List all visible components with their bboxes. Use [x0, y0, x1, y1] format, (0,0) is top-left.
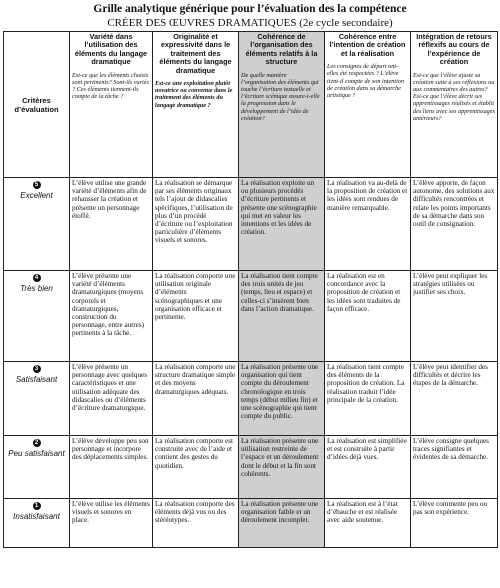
- level-number-badge: 3: [33, 365, 41, 373]
- column-title: Cohérence de l’organisation des éléments relatifs à la structure: [245, 32, 318, 67]
- column-question: De quelle manière l’organisation des éléments qui touche l’écriture textuelle et l’écriture scénique assure-t-elle la progression dans le développement de l’idée de création?: [241, 71, 320, 122]
- level-cell: [4, 499, 70, 548]
- table-cell: L’élève peut expliquer les stratégies utilisées ou justifier ses choix.: [411, 271, 498, 362]
- level-label: Peu satisfaisant: [8, 449, 65, 458]
- table-row: [4, 271, 498, 362]
- column-header-structure: [239, 32, 325, 178]
- column-title: Critères d’évaluation: [14, 95, 59, 114]
- column-header-reflection: [411, 32, 498, 178]
- column-question: Est-ce que l’élève ajuste sa création suite à ses réflexions ou aux commentaires des autres? Est-ce que l’élève décrit ses apprentissages réalisés et établit des liens avec ses apprentissages antérieurs?: [413, 71, 495, 122]
- table-cell: La réalisation comporte des éléments déjà vus ou des stéréotypes.: [153, 499, 239, 548]
- table-cell: L’élève présente un personnage avec quelques caractéristiques et une utilisation adéquate des didascalies ou d’éléments d’écriture dramaturgique.: [70, 362, 153, 436]
- column-header-originality: [153, 32, 239, 178]
- table-cell: L’élève utilise une grande variété d’éléments afin de rehausser la création et présente un personnage étoffé.: [70, 178, 153, 271]
- level-cell: [4, 436, 70, 499]
- table-cell: L’élève développe peu son personnage et incorpore des déplacements simples.: [70, 436, 153, 499]
- table-cell: L’élève apporte, de façon autonome, des solutions aux difficultés rencontrées et relate les points importants de sa démarche dans son outil de consignation.: [411, 178, 498, 271]
- column-header-variety: [70, 32, 153, 178]
- table-row: [4, 178, 498, 271]
- table-row: [4, 362, 498, 436]
- header-row: [4, 32, 498, 178]
- level-cell: [4, 271, 70, 362]
- level-number-badge: 4: [33, 274, 41, 282]
- document-title: Grille analytique générique pour l’évaluation des la compétence: [93, 3, 407, 15]
- level-number-badge: 2: [33, 439, 41, 447]
- table-cell: La réalisation tient compte des éléments de la proposition de création. La réalisation traduit l’idée principale de la création.: [325, 362, 411, 436]
- level-label: Excellent: [20, 191, 53, 200]
- document-subtitle: CRÉER DES ŒUVRES DRAMATIQUES (2e cycle secondaire): [107, 17, 393, 29]
- column-title: Cohérence entre l’intention de création et la réalisation: [329, 32, 406, 58]
- table-cell: La réalisation présente une organisation qui tient compte du déroulement chronologique en trois temps (début milieu fin) et une scénographie qui tient compte du public.: [239, 362, 325, 436]
- table-row: [4, 436, 498, 499]
- column-header-criteria: [4, 32, 70, 178]
- column-title: Variété dans l’utilisation des éléments du langage dramatique: [74, 32, 148, 67]
- table-cell: La réalisation comporte une structure dramatique simple et des moyens dramaturgiques adéquats.: [153, 362, 239, 436]
- table-cell: La réalisation va au-delà de la proposition de création et les idées sont rendues de manière remarquable.: [325, 178, 411, 271]
- table-cell: La réalisation présente une organisation faible et un déroulement incomplet.: [239, 499, 325, 548]
- table-cell: La réalisation est simplifiée et est construite à partir d’idées déjà vues.: [325, 436, 411, 499]
- column-question: Est-ce une exploitation plutôt novatrice ou convenue dans le traitement des éléments du langage dramatique ?: [155, 80, 233, 109]
- table-cell: L’élève utilise les éléments visuels et sonores en place.: [70, 499, 153, 548]
- table-cell: La réalisation se démarque par ses éléments originaux tels l’ajout de didascalies spécifiques, l’utilisation de plus d’un procédé d’écriture ou l’exploitation particulière d’éléments visuels et sonores.: [153, 178, 239, 271]
- column-title: Intégration de retours réflexifs au cours de l’expérience de création: [416, 32, 492, 67]
- level-label: Satisfaisant: [15, 375, 58, 384]
- level-label: Insatisfaisant: [13, 512, 60, 521]
- table-cell: La réalisation comporte est construite avec de l’aide et contient des gestes du quotidien.: [153, 436, 239, 499]
- level-number-badge: 1: [33, 502, 41, 510]
- table-cell: La réalisation présente une utilisation restreinte de l’espace et un déroulement dont le début et la fin sont cohérents.: [239, 436, 325, 499]
- table-cell: L’élève commente peu ou pas son expérience.: [411, 499, 498, 548]
- level-label: Très bien: [20, 284, 53, 293]
- column-question: Les consignes de départ ont-elles été respectées ? L’élève tient-il compte de son intention de création dans sa démarche artistique ?: [327, 63, 404, 100]
- table-row: [4, 499, 498, 548]
- column-title: Originalité et expressivité dans le traitement des éléments du langage dramatique: [159, 32, 232, 75]
- level-cell: [4, 178, 70, 271]
- table-cell: La réalisation comporte une utilisation originale d’éléments scénographiques et une organisation efficace et pertinente.: [153, 271, 239, 362]
- column-header-intention: [325, 32, 411, 178]
- table-cell: L’élève consigne quelques traces signifiantes et évidentes de sa démarche.: [411, 436, 498, 499]
- table-cell: L’élève présente une variété d’éléments dramaturgiques (moyens corporels et dramaturgiques, construction du personnage, entre autres) pertinents à la tâche.: [70, 271, 153, 362]
- level-cell: [4, 362, 70, 436]
- table-cell: La réalisation tient compte des trois unités de jeu (temps, lieu et espace) et celles-ci s’insèrent bien dans l’action dramatique.: [239, 271, 325, 362]
- table-cell: La réalisation est à l’état d’ébauche et est réalisée avec aide soutenue.: [325, 499, 411, 548]
- table-cell: La réalisation exploite un ou plusieurs procédés d’écriture pertinents et présente une scénographie qui met en valeur les intentions et les idées de création.: [239, 178, 325, 271]
- level-number-badge: 5: [33, 181, 41, 189]
- column-question: Est-ce que les éléments choisis sont pertinents? Sont-ils variés ? Ces éléments tiennent-ils compte de la tâche ?: [72, 71, 149, 101]
- table-cell: L’élève peut identifier des difficultés et décrire les étapes de la démarche.: [411, 362, 498, 436]
- table-cell: La réalisation est en concordance avec la proposition de création et les idées sont traduites de façon efficace.: [325, 271, 411, 362]
- evaluation-grid: [3, 31, 498, 548]
